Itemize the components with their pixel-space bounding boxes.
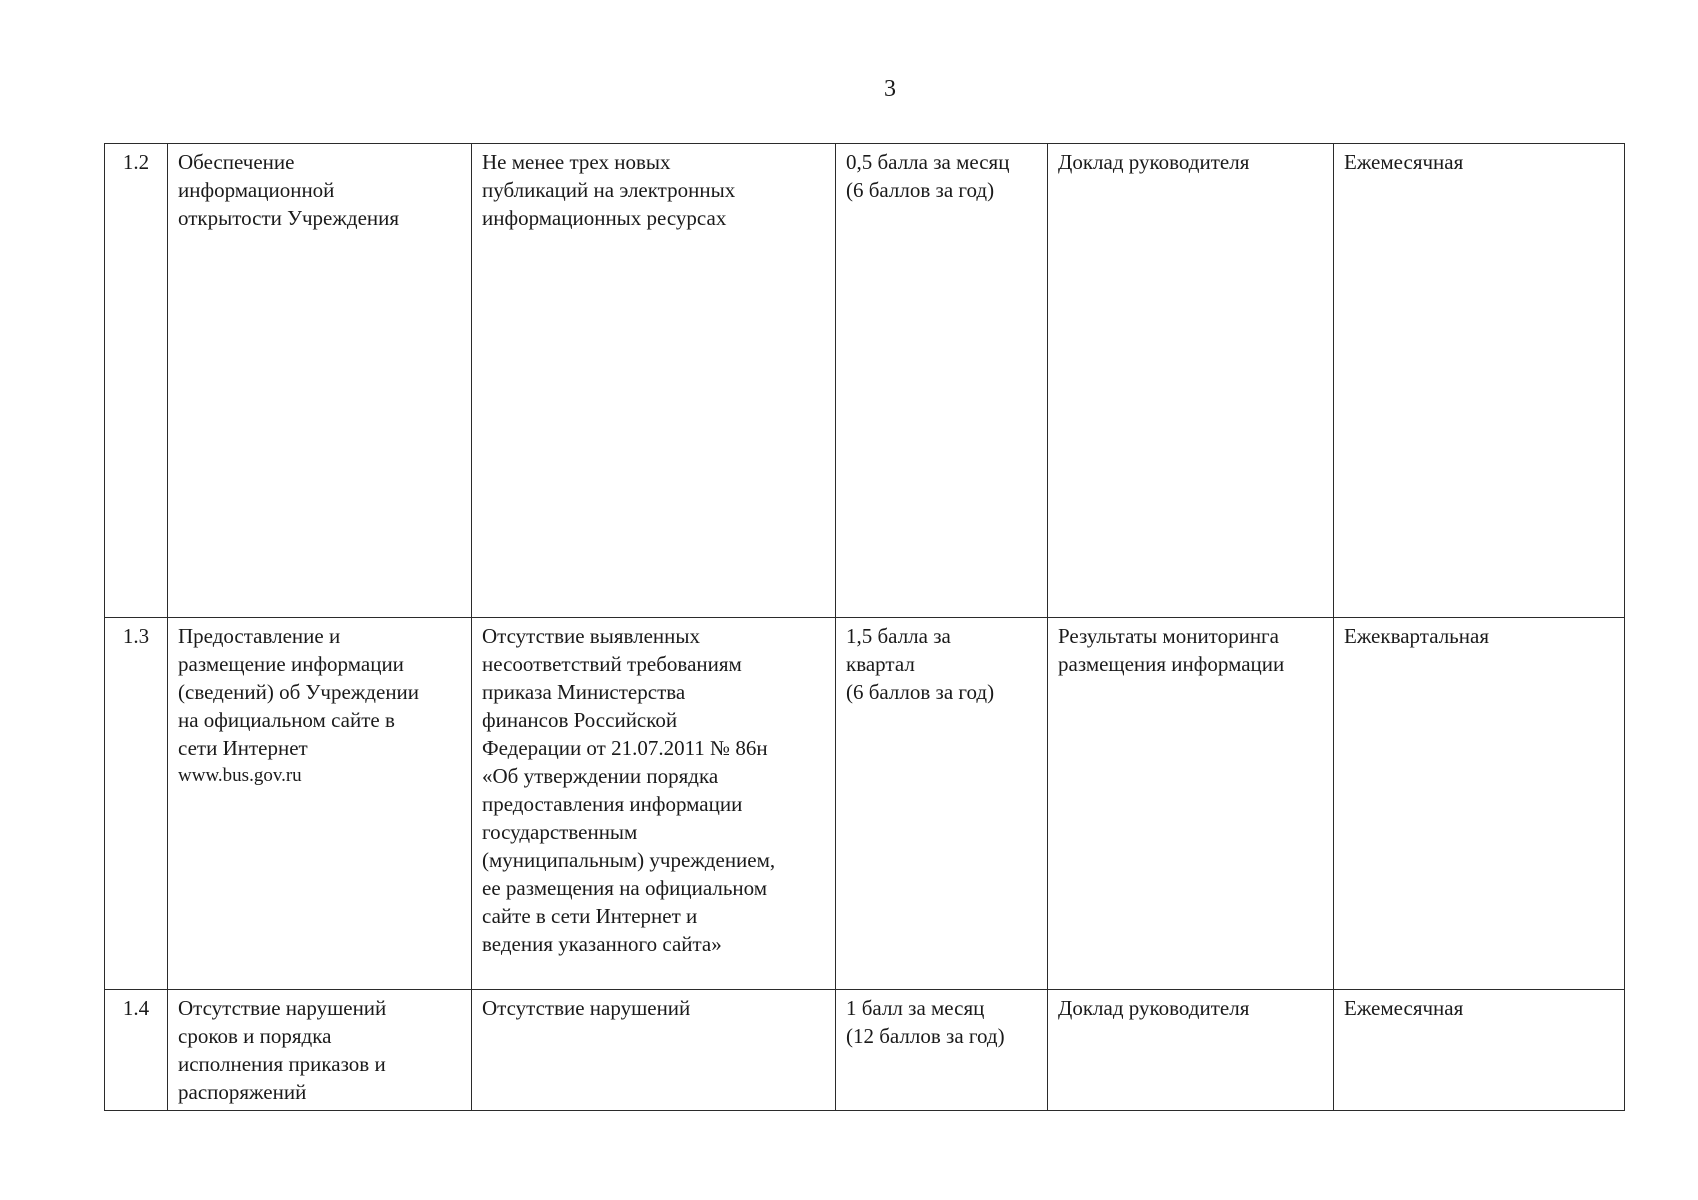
score-cell: 1,5 балла за квартал (6 баллов за год): [836, 618, 1048, 990]
score-cell: 0,5 балла за месяц (6 баллов за год): [836, 144, 1048, 618]
table-row: [105, 144, 1625, 618]
table-row: [105, 618, 1625, 990]
frequency-cell: Ежемесячная: [1334, 144, 1625, 618]
source-cell: Доклад руководителя: [1048, 990, 1334, 1111]
frequency-cell: Ежемесячная: [1334, 990, 1625, 1111]
indicator-cell: Обеспечение информационной открытости Учреждения: [168, 144, 472, 618]
page-number: 3: [884, 76, 896, 102]
source-cell: Доклад руководителя: [1048, 144, 1334, 618]
row-number: 1.2: [105, 144, 168, 618]
row-number: 1.3: [105, 618, 168, 990]
table-row: [105, 990, 1625, 1111]
indicator-cell: Отсутствие нарушений сроков и порядка исполнения приказов и распоряжений: [168, 990, 472, 1111]
row-number: 1.4: [105, 990, 168, 1111]
frequency-cell: Ежеквартальная: [1334, 618, 1625, 990]
source-cell: Результаты мониторинга размещения информации: [1048, 618, 1334, 990]
criterion-cell: Отсутствие выявленных несоответствий требованиям приказа Министерства финансов Российской Федерации от 21.07.2011 № 86н «Об утверждении порядка предоставления информации государственным (муниципальным) учреждением, ее размещения на официальном сайте в сети Интернет и ведения указанного сайта»: [472, 618, 836, 990]
score-cell: 1 балл за месяц (12 баллов за год): [836, 990, 1048, 1111]
criterion-cell: Не менее трех новых публикаций на электронных информационных ресурсах: [472, 144, 836, 618]
criterion-cell: Отсутствие нарушений: [472, 990, 836, 1111]
criteria-table: [104, 143, 1625, 1111]
indicator-cell: Предоставление и размещение информации (сведений) об Учреждении на официальном сайте в сети Интернет www.bus.gov.ru: [168, 618, 472, 990]
